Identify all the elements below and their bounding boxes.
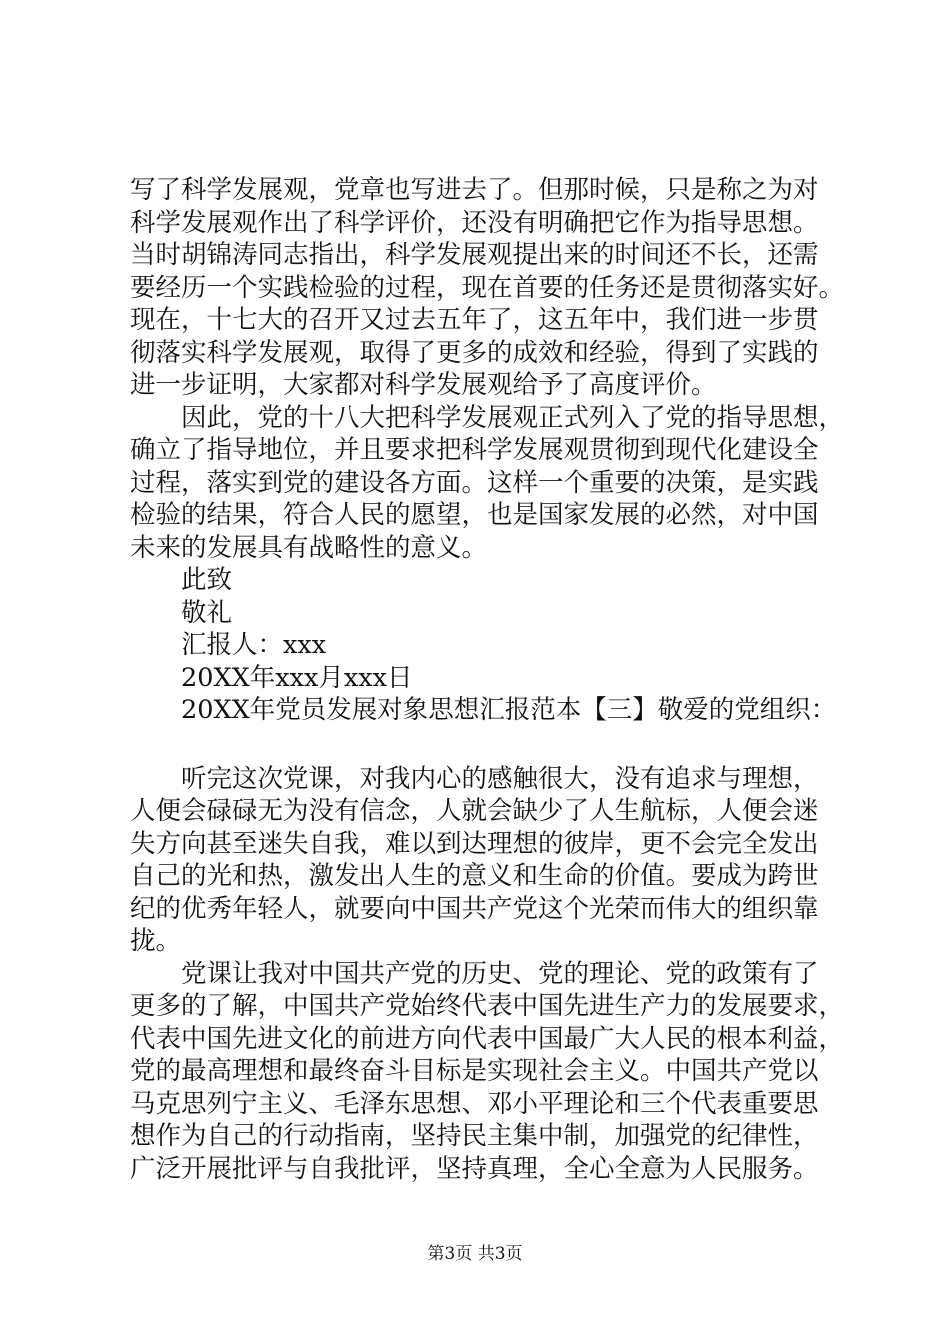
text-line: 进一步证明，大家都对科学发展观给予了高度评价。 — [130, 370, 717, 400]
text-line: 党的最高理想和最终奋斗目标是实现社会主义。中国共产党以 — [130, 1056, 819, 1086]
text-line: 科学发展观作出了科学评价，还没有明确把它作为指导思想。 — [130, 207, 819, 238]
paragraph-gap — [130, 727, 830, 763]
text-line: 党课让我对中国共产党的历史、党的理论、党的政策有了 — [181, 958, 819, 989]
text-line: 因此，党的十八大把科学发展观正式列入了党的指导思想， — [181, 402, 845, 433]
text-line: 未来的发展具有战略性的意义。 — [130, 532, 488, 563]
text-line: 确立了指导地位，并且要求把科学发展观贯彻到现代化建设全 — [130, 435, 819, 465]
text-line: 马克思列宁主义、毛泽东思想、邓小平理论和三个代表重要思 — [130, 1088, 819, 1119]
text-line: 写了科学发展观，党章也写进去了。但那时候，只是称之为对 — [130, 175, 819, 205]
text-line: 汇报人：xxx — [181, 630, 327, 660]
text-line: 过程，落实到党的建设各方面。这样一个重要的决策，是实践 — [130, 467, 819, 498]
text-line: 20XX年xxx月xxx日 — [181, 662, 413, 693]
text-line: 听完这次党课，对我内心的感触很大，没有追求与理想， — [181, 763, 819, 794]
document-body — [130, 174, 845, 1185]
text-line: 要经历一个实践检验的过程，现在首要的任务还是贯彻落实好。 — [130, 272, 845, 303]
text-line: 拢。 — [130, 926, 182, 956]
text-line: 此致 — [181, 565, 233, 595]
text-line: 更多的了解，中国共产党始终代表中国先进生产力的发展要求， — [130, 991, 845, 1021]
text-line: 失方向甚至迷失自我，难以到达理想的彼岸，更不会完全发出 — [130, 828, 819, 859]
text-line: 自己的光和热，激发出人生的意义和生命的价值。要成为跨世 — [130, 861, 819, 891]
text-line: 彻落实科学发展观，取得了更多的成效和经验，得到了实践的 — [130, 337, 819, 368]
text-line: 人便会碌碌无为没有信念，人就会缺少了人生航标，人便会迷 — [130, 796, 819, 826]
text-line: 敬礼 — [181, 597, 233, 628]
text-line: 纪的优秀年轻人，就要向中国共产党这个光荣而伟大的组织靠 — [130, 893, 819, 924]
text-line: 广泛开展批评与自我批评，坚持真理，全心全意为人民服务。 — [130, 1153, 819, 1184]
text-line: 20XX年党员发展对象思想汇报范本【三】敬爱的党组织： — [181, 695, 837, 725]
text-line: 代表中国先进文化的前进方向代表中国最广大人民的根本利益， — [130, 1023, 845, 1054]
text-line: 当时胡锦涛同志指出，科学发展观提出来的时间还不长，还需 — [130, 240, 819, 270]
text-line: 检验的结果，符合人民的愿望，也是国家发展的必然，对中国 — [130, 500, 819, 530]
text-line: 想作为自己的行动指南，坚持民主集中制，加强党的纪律性， — [130, 1121, 819, 1151]
text-line: 现在，十七大的召开又过去五年了，这五年中，我们进一步贯 — [130, 305, 819, 335]
page-footer: 第3页 共3页 — [427, 1244, 523, 1264]
